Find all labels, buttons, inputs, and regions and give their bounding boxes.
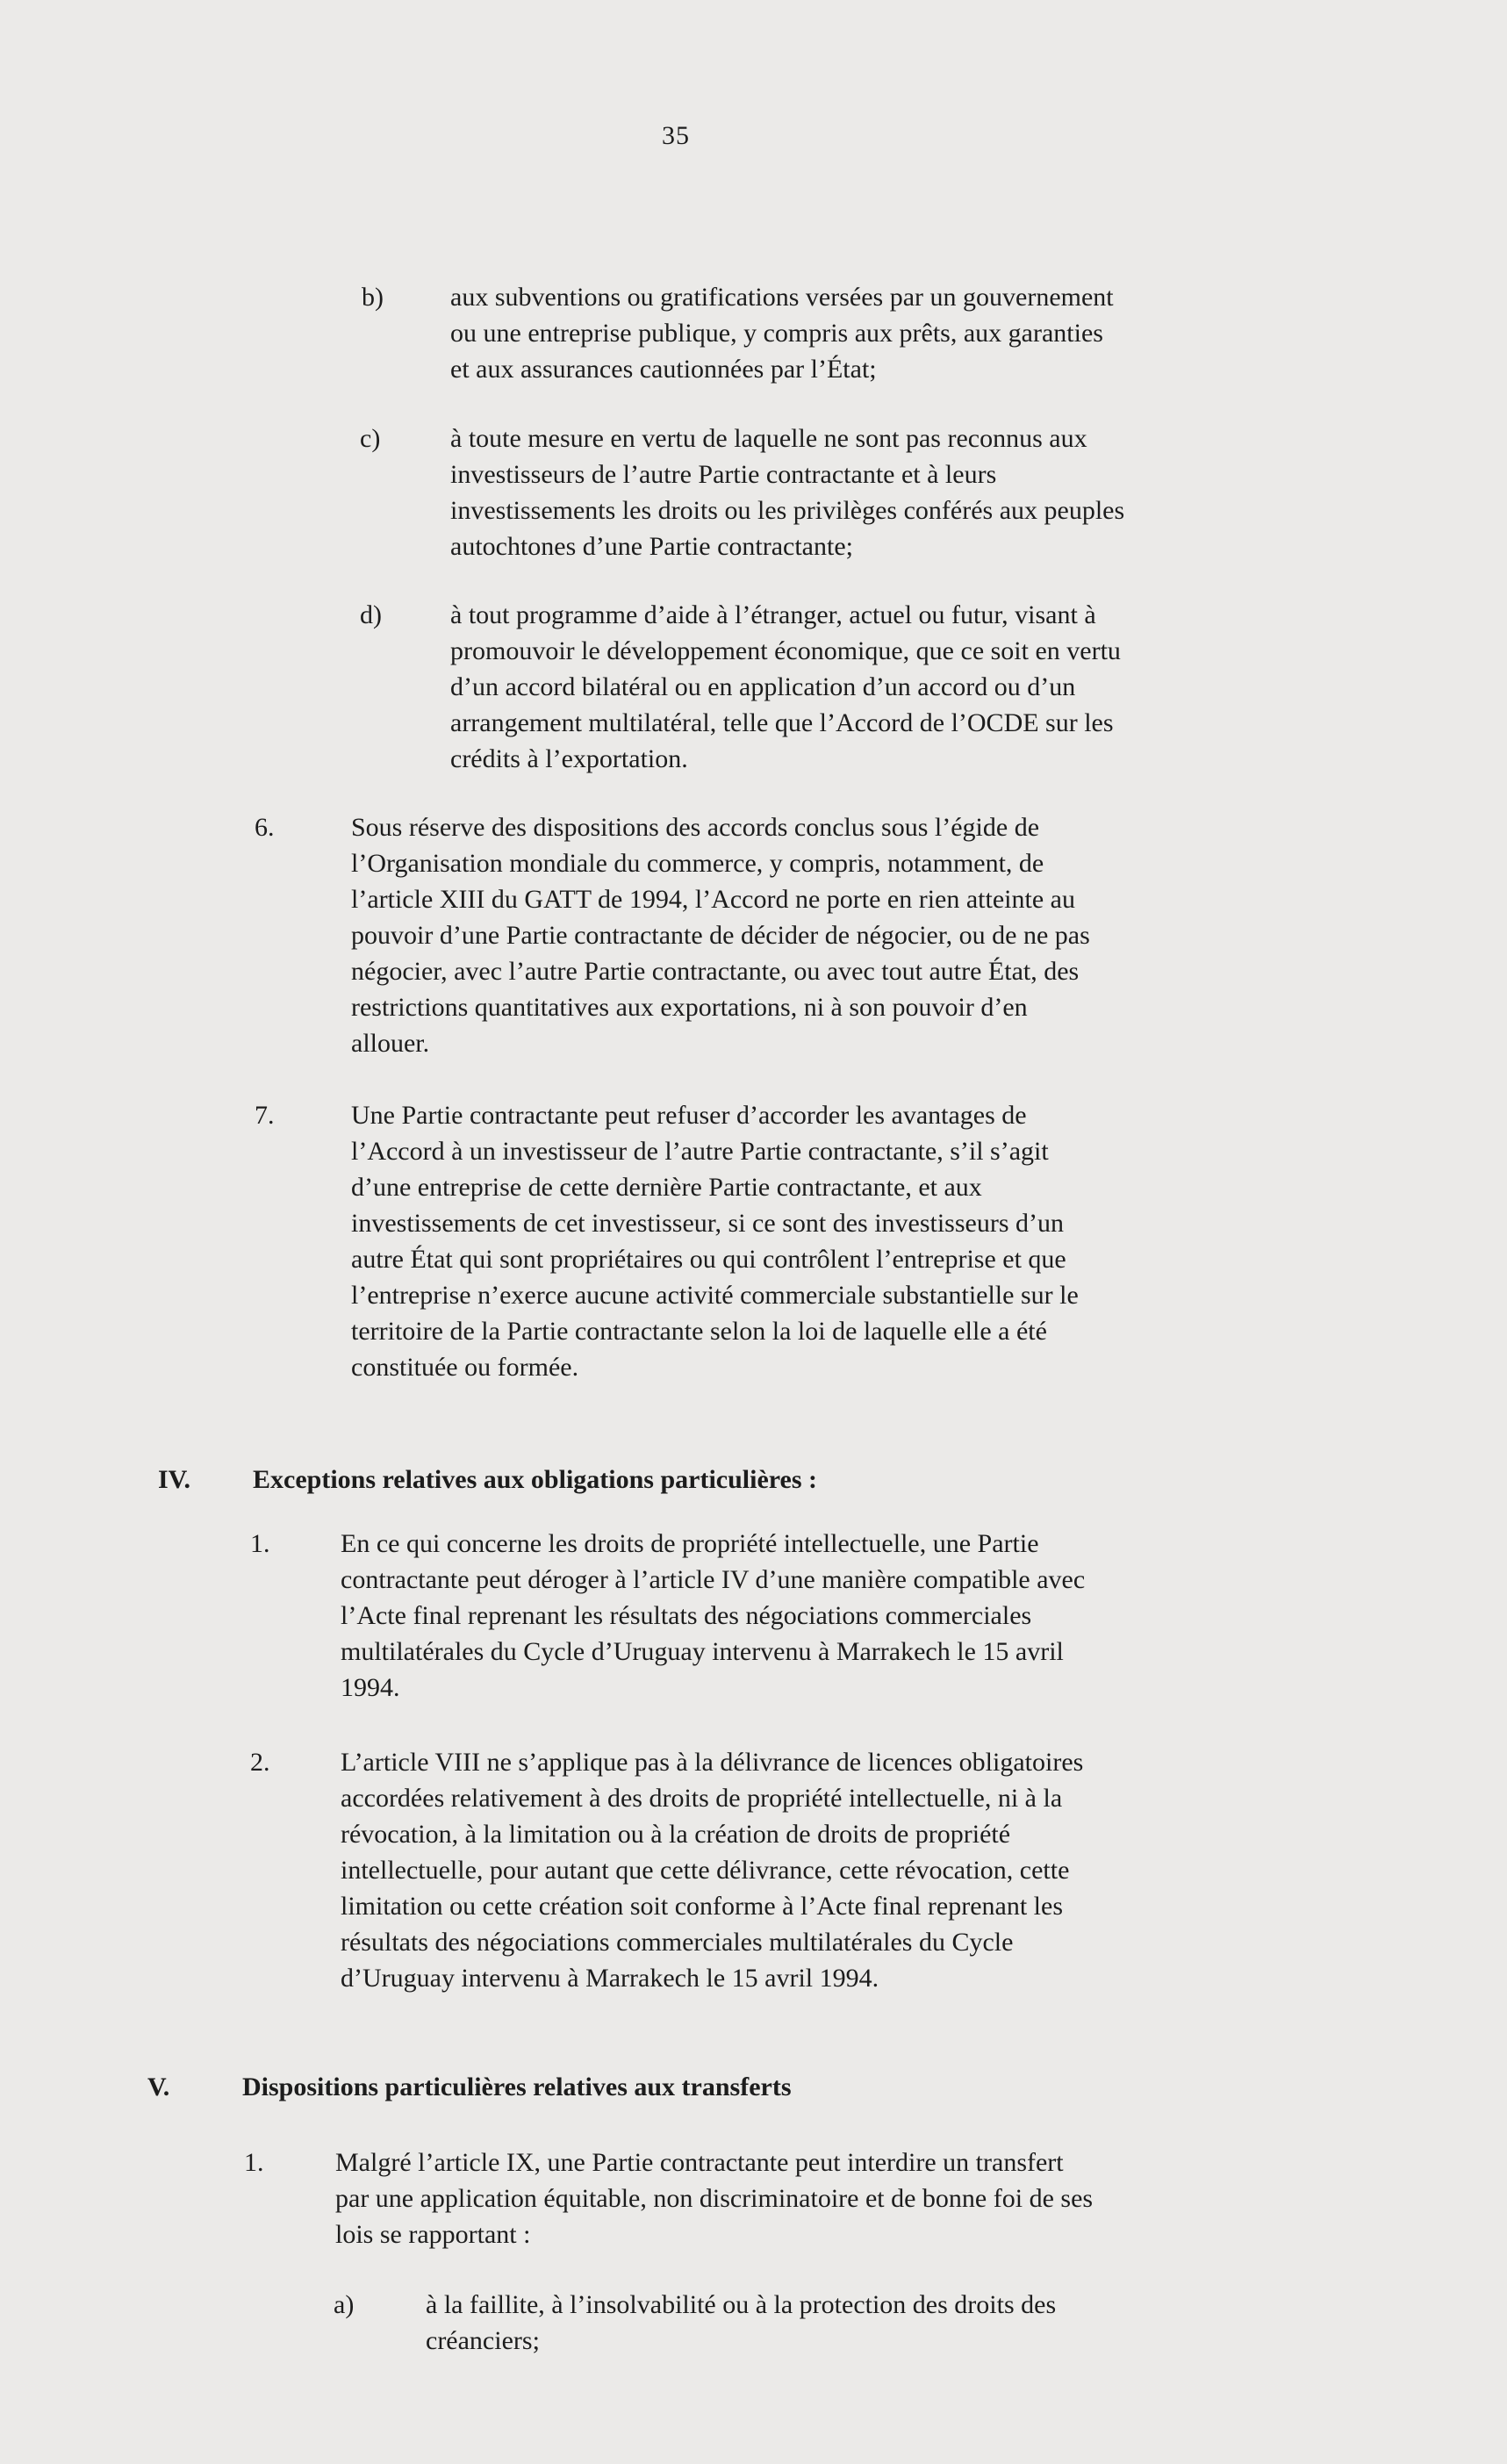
item-label-b: b) (362, 283, 384, 312)
text-line: l’entreprise n’exerce aucune activité commerciale substantielle sur le (351, 1281, 1079, 1310)
text-line: investissements les droits ou les privilèges conférés aux peuples (450, 496, 1125, 525)
text-line: aux subventions ou gratifications versées par un gouvernement (450, 283, 1114, 312)
text-line: l’article XIII du GATT de 1994, l’Accord ne porte en rien atteinte au (351, 885, 1075, 914)
text-line: territoire de la Partie contractante selon la loi de laquelle elle a été (351, 1317, 1047, 1346)
text-line: limitation ou cette création soit conforme à l’Acte final reprenant les (341, 1892, 1064, 1921)
text-line: investisseurs de l’autre Partie contractante et à leurs (450, 460, 997, 489)
text-line: l’Acte final reprenant les résultats des négociations commerciales (341, 1601, 1032, 1630)
text-line: intellectuelle, pour autant que cette délivrance, cette révocation, cette (341, 1856, 1070, 1885)
text-line: à tout programme d’aide à l’étranger, actuel ou futur, visant à (450, 600, 1096, 629)
text-line: par une application équitable, non discriminatoire et de bonne foi de ses (335, 2184, 1094, 2213)
paragraph-number-iv-2: 2. (250, 1748, 270, 1777)
item-label-c: c) (360, 424, 381, 453)
text-line: créanciers; (426, 2326, 540, 2355)
text-line: constituée ou formée. (351, 1353, 579, 1382)
text-line: investissements de cet investisseur, si ce sont des investisseurs d’un (351, 1209, 1065, 1238)
text-line: allouer. (351, 1029, 430, 1058)
text-line: contractante peut déroger à l’article IV d’une manière compatible avec (341, 1565, 1086, 1594)
paragraph-6-text (351, 809, 1090, 1061)
text-line: Malgré l’article IX, une Partie contractante peut interdire un transfert (335, 2148, 1064, 2177)
text-line: ou une entreprise publique, y compris aux prêts, aux garanties (450, 319, 1103, 348)
item-b-text (450, 279, 1114, 387)
text-line: autochtones d’une Partie contractante; (450, 532, 853, 561)
text-line: En ce qui concerne les droits de propriété intellectuelle, une Partie (341, 1529, 1039, 1558)
text-line: l’Accord à un investisseur de l’autre Partie contractante, s’il s’agit (351, 1137, 1049, 1166)
item-label-d: d) (360, 600, 382, 629)
text-line: lois se rapportant : (335, 2220, 531, 2249)
paragraph-number-7: 7. (255, 1101, 275, 1130)
paragraph-number-v-1: 1. (244, 2148, 264, 2177)
text-line: accordées relativement à des droits de propriété intellectuelle, ni à la (341, 1784, 1063, 1813)
text-line: d’un accord bilatéral ou en application d’un accord ou d’un (450, 672, 1076, 701)
text-line: arrangement multilatéral, telle que l’Accord de l’OCDE sur les (450, 708, 1114, 737)
text-line: d’une entreprise de cette dernière Partie contractante, et aux (351, 1173, 982, 1202)
text-line: l’Organisation mondiale du commerce, y compris, notamment, de (351, 849, 1044, 878)
section-number-v: V. (147, 2072, 170, 2101)
paragraph-v-1-text (335, 2144, 1093, 2252)
paragraph-number-iv-1: 1. (250, 1529, 270, 1558)
text-line: L’article VIII ne s’applique pas à la délivrance de licences obligatoires (341, 1748, 1084, 1777)
text-line: Sous réserve des dispositions des accords conclus sous l’égide de (351, 813, 1040, 842)
section-heading-iv: Exceptions relatives aux obligations particulières : (253, 1465, 818, 1494)
item-c-text (450, 420, 1124, 564)
text-line: d’Uruguay intervenu à Marrakech le 15 avril 1994. (341, 1964, 879, 1993)
section-number-iv: IV. (158, 1465, 190, 1494)
text-line: Une Partie contractante peut refuser d’accorder les avantages de (351, 1101, 1027, 1130)
text-line: restrictions quantitatives aux exportations, ni à son pouvoir d’en (351, 993, 1028, 1022)
item-a-text (426, 2287, 1056, 2359)
text-line: à la faillite, à l’insolvabilité ou à la protection des droits des (426, 2290, 1057, 2319)
text-line: et aux assurances cautionnées par l’État; (450, 355, 877, 384)
text-line: crédits à l’exportation. (450, 744, 688, 773)
text-line: promouvoir le développement économique, que ce soit en vertu (450, 636, 1121, 665)
text-line: multilatérales du Cycle d’Uruguay intervenu à Marrakech le 15 avril (341, 1637, 1064, 1666)
paragraph-iv-2-text (341, 1744, 1083, 1996)
text-line: pouvoir d’une Partie contractante de décider de négocier, ou de ne pas (351, 921, 1090, 950)
paragraph-iv-1-text (341, 1526, 1085, 1706)
text-line: 1994. (341, 1673, 400, 1702)
text-line: révocation, à la limitation ou à la création de droits de propriété (341, 1820, 1011, 1849)
paragraph-7-text (351, 1097, 1079, 1385)
text-line: négocier, avec l’autre Partie contractante, ou avec tout autre État, des (351, 957, 1080, 986)
text-line: à toute mesure en vertu de laquelle ne sont pas reconnus aux (450, 424, 1087, 453)
item-d-text (450, 597, 1121, 777)
text-line: résultats des négociations commerciales multilatérales du Cycle (341, 1928, 1014, 1957)
page-number: 35 (662, 121, 690, 150)
paragraph-number-6: 6. (255, 813, 275, 842)
item-label-a: a) (334, 2290, 355, 2319)
text-line: autre État qui sont propriétaires ou qui contrôlent l’entreprise et que (351, 1245, 1066, 1274)
section-heading-v: Dispositions particulières relatives aux transferts (242, 2072, 792, 2101)
